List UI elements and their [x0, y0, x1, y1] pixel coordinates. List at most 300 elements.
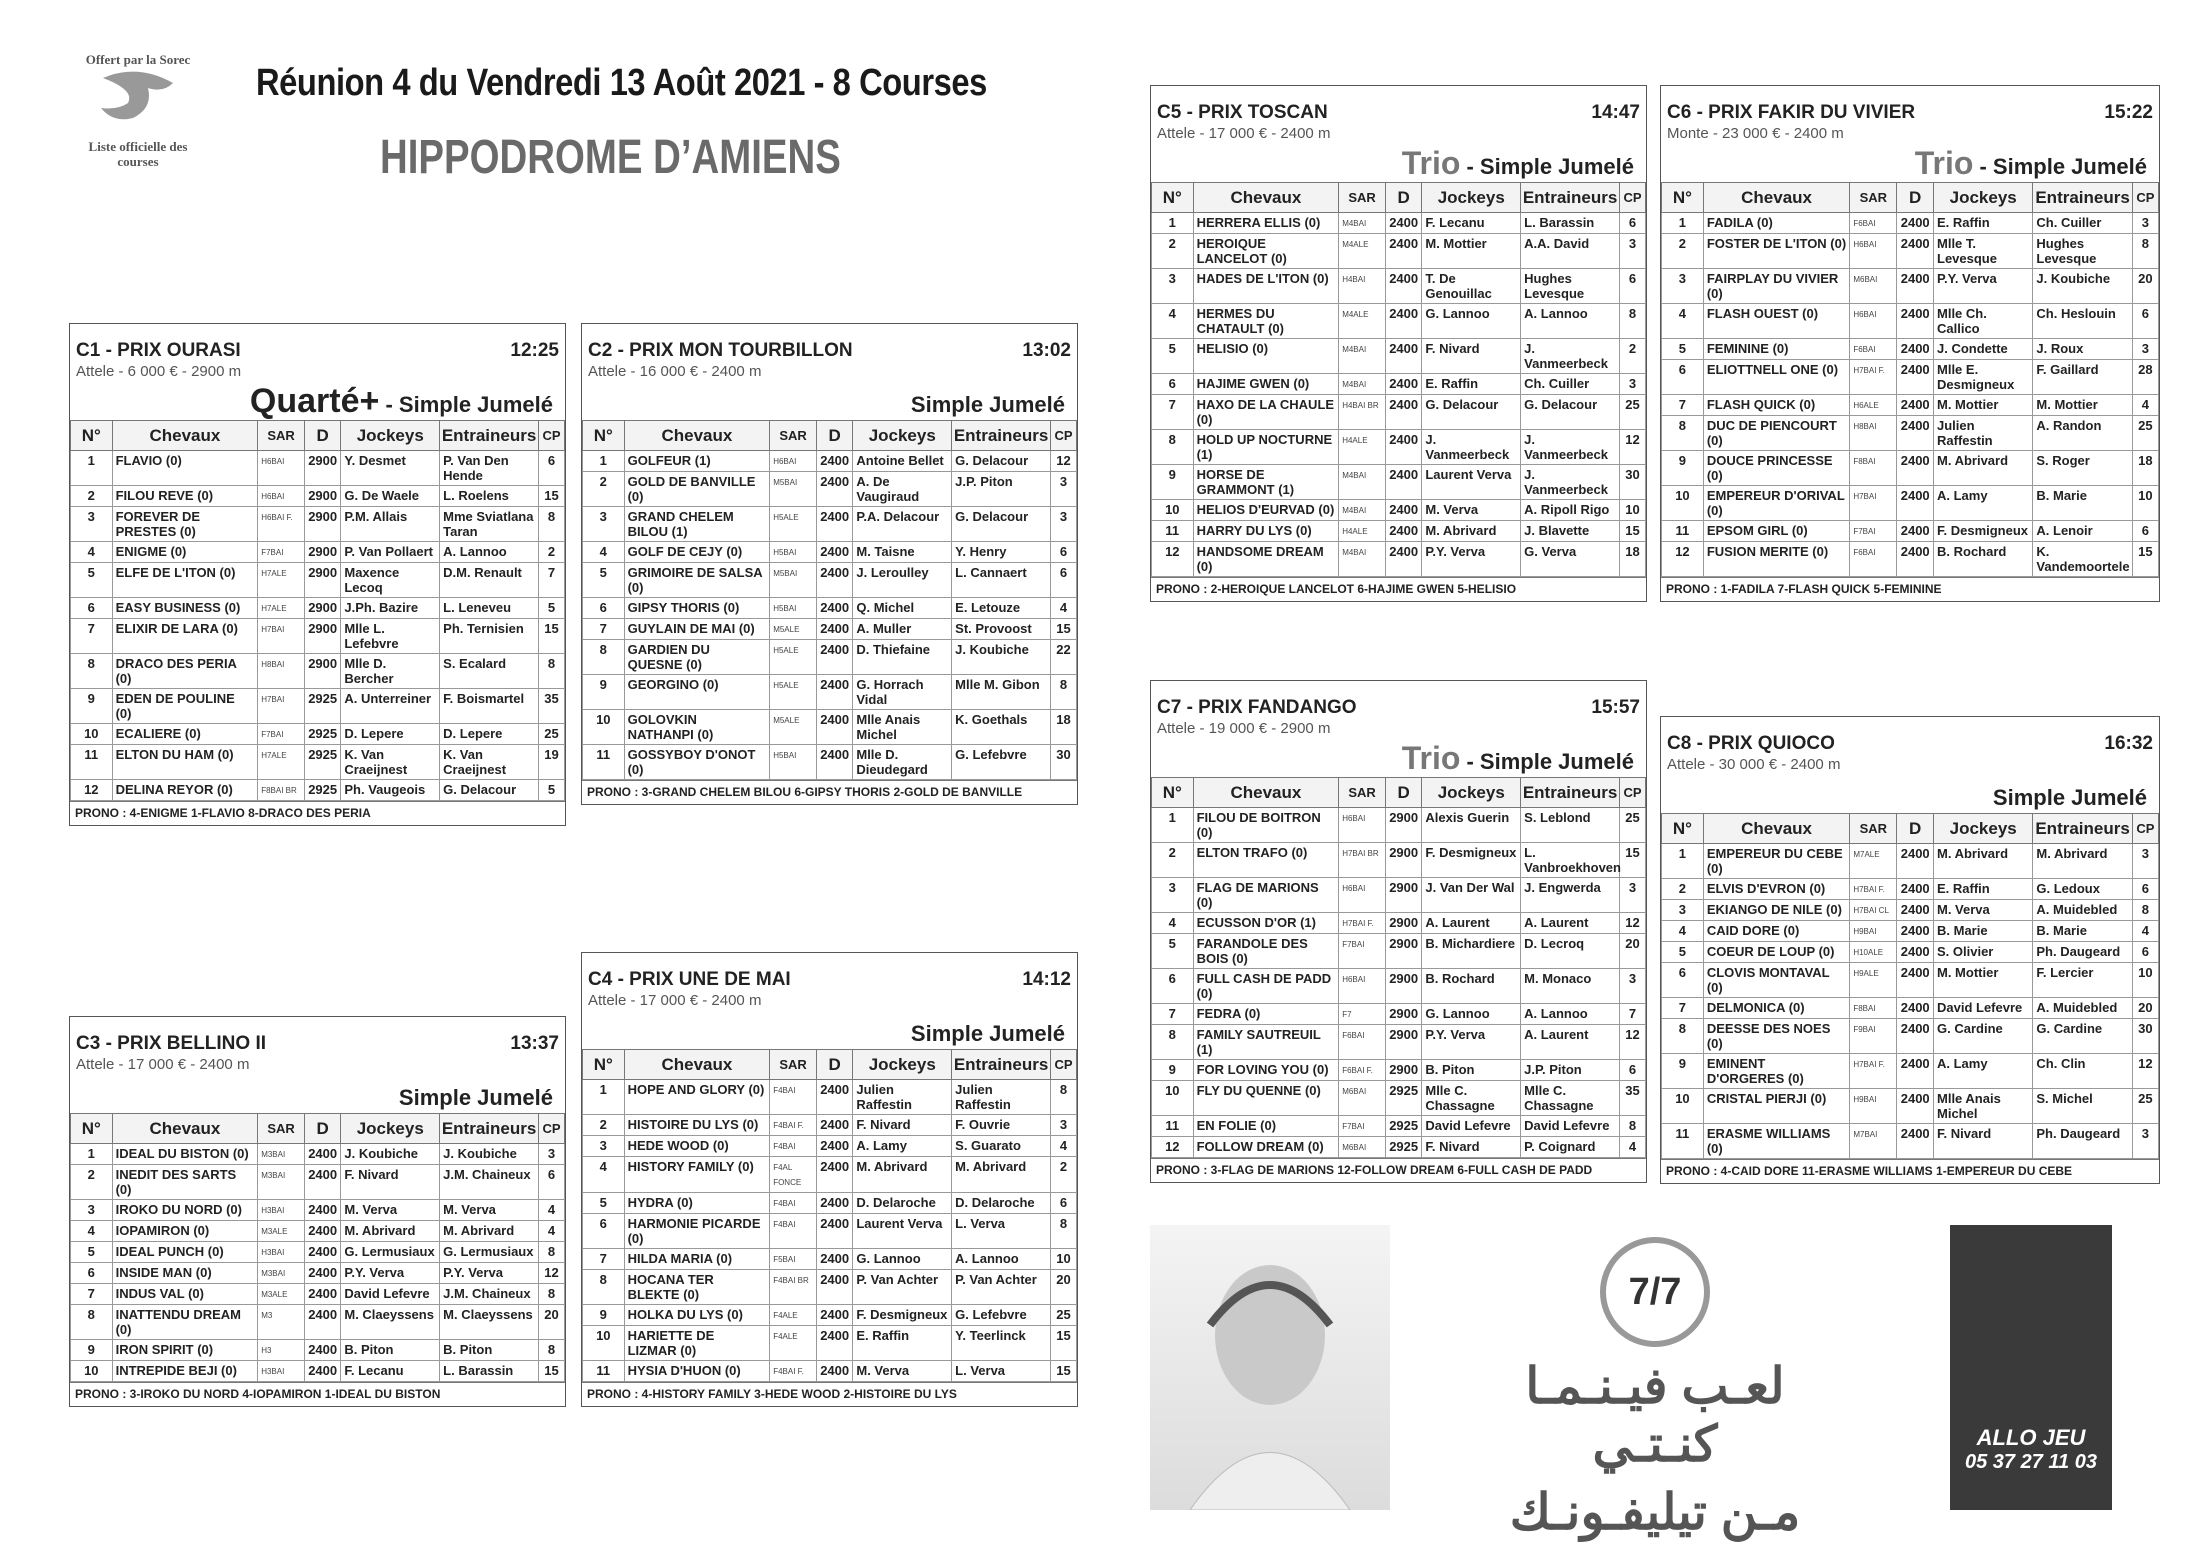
bet-rest: Simple Jumelé — [910, 392, 1065, 417]
cell-jockey: B. Marie — [1934, 921, 2033, 942]
cell-dist: 2400 — [1897, 1124, 1934, 1159]
column-header-sar: SAR — [1339, 778, 1386, 808]
cell-horse: FARANDOLE DES BOIS (0) — [1193, 934, 1339, 969]
cell-trainer: Ph. Daugeard — [2033, 1124, 2132, 1159]
cell-horse: IRON SPIRIT (0) — [112, 1340, 258, 1361]
cell-jockey: M. Verva — [853, 1361, 952, 1382]
column-header-trainer: Entraineurs — [2033, 814, 2132, 844]
cell-sar: F6BAI — [1850, 339, 1897, 360]
cell-jockey: A. De Vaugiraud — [853, 472, 952, 507]
cell-cp: 15 — [1050, 1326, 1076, 1361]
cell-horse: FADILA (0) — [1703, 213, 1849, 234]
cell-dist: 2925 — [1385, 1137, 1421, 1158]
service-badge: 7/7 — [1600, 1237, 1710, 1347]
cell-jockey: M. Taisne — [853, 542, 952, 563]
cell-num: 6 — [583, 598, 625, 619]
cell-num: 9 — [71, 1340, 113, 1361]
race-conditions: Attele - 19 000 € - 2900 m — [1157, 720, 1331, 737]
cell-sar: H7BAI — [258, 689, 305, 724]
cell-trainer: Ch. Heslouin — [2033, 304, 2132, 339]
column-header-cp: CP — [1619, 183, 1645, 213]
table-row — [583, 1136, 1077, 1157]
column-header-num: N° — [583, 1050, 625, 1080]
cell-trainer: M. Monaco — [1521, 969, 1620, 1004]
arabic-slogan-2: مـن تيليفـونـك — [1509, 1484, 1801, 1540]
cell-sar: M3BAI — [258, 1165, 305, 1200]
cell-jockey: M. Verva — [1934, 900, 2033, 921]
cell-num: 6 — [1152, 969, 1194, 1004]
cell-num: 4 — [1662, 921, 1704, 942]
cell-cp: 6 — [2132, 942, 2158, 963]
cell-sar: M3BAI — [258, 1144, 305, 1165]
cell-trainer: G. Delacour — [952, 507, 1051, 542]
cell-dist: 2400 — [1897, 1089, 1934, 1124]
table-row — [1662, 844, 2159, 879]
cell-num: 1 — [71, 451, 113, 486]
cell-dist: 2400 — [1897, 451, 1934, 486]
cell-num: 4 — [583, 542, 625, 563]
cell-trainer: J.M. Chaineux — [440, 1284, 539, 1305]
cell-trainer: D. Lepere — [440, 724, 539, 745]
cell-horse: HISTORY FAMILY (0) — [624, 1157, 770, 1193]
cell-jockey: G. Lermusiaux — [341, 1242, 440, 1263]
cell-trainer: F. Lercier — [2033, 963, 2132, 998]
race-header — [1151, 86, 1646, 124]
cell-horse: HADES DE L'ITON (0) — [1193, 269, 1339, 304]
table-row — [1662, 213, 2159, 234]
race-card-c6 — [1660, 85, 2160, 602]
cell-horse: HERMES DU CHATAULT (0) — [1193, 304, 1339, 339]
cell-jockey: Mlle L. Lefebvre — [341, 619, 440, 654]
column-header-horse: Chevaux — [112, 421, 258, 451]
cell-num: 9 — [1152, 1060, 1194, 1081]
cell-dist: 2900 — [1385, 1004, 1421, 1025]
cell-jockey: E. Raffin — [853, 1326, 952, 1361]
cell-num: 4 — [71, 542, 113, 563]
cell-num: 9 — [583, 675, 625, 710]
cell-num: 8 — [1152, 430, 1194, 465]
column-header-jockey: Jockeys — [853, 1050, 952, 1080]
cell-horse: EDEN DE POULINE (0) — [112, 689, 258, 724]
cell-trainer: A. Lannoo — [1521, 1004, 1620, 1025]
column-header-dist: D — [1897, 183, 1934, 213]
cell-horse: DEESSE DES NOES (0) — [1703, 1019, 1849, 1054]
allo-jeu-ad — [1950, 1225, 2112, 1510]
cell-trainer: M. Abrivard — [2033, 844, 2132, 879]
cell-sar: H7BAI F. — [1850, 1054, 1897, 1089]
cell-jockey: B. Rochard — [1422, 969, 1521, 1004]
column-header-horse: Chevaux — [1703, 814, 1849, 844]
cell-trainer: F. Ouvrie — [952, 1115, 1051, 1136]
race-time: 14:47 — [1591, 102, 1640, 123]
table-row — [1662, 451, 2159, 486]
cell-horse: HERRERA ELLIS (0) — [1193, 213, 1339, 234]
cell-dist: 2400 — [816, 745, 852, 780]
cell-trainer: J.P. Piton — [952, 472, 1051, 507]
cell-dist: 2400 — [816, 1136, 852, 1157]
cell-jockey: Mlle E. Desmigneux — [1934, 360, 2033, 395]
cell-num: 5 — [1152, 339, 1194, 374]
cell-num: 3 — [71, 1200, 113, 1221]
cell-jockey: M. Abrivard — [1934, 844, 2033, 879]
table-row — [1662, 486, 2159, 521]
cell-trainer: G. Delacour — [952, 451, 1051, 472]
cell-trainer: St. Provoost — [952, 619, 1051, 640]
table-row — [583, 1249, 1077, 1270]
cell-jockey: Mlle C. Chassagne — [1422, 1081, 1521, 1116]
cell-sar: H6ALE — [1850, 395, 1897, 416]
table-row — [71, 507, 565, 542]
cell-horse: FULL CASH DE PADD (0) — [1193, 969, 1339, 1004]
cell-dist: 2400 — [304, 1221, 340, 1242]
race-title: C6 - PRIX FAKIR DU VIVIER — [1667, 102, 1916, 123]
column-header-cp: CP — [1050, 421, 1076, 451]
bet-types — [70, 382, 565, 420]
allo-label: ALLO JEU — [1976, 1425, 2086, 1450]
table-header-row — [71, 1114, 565, 1144]
cell-num: 8 — [1662, 1019, 1704, 1054]
cell-dist: 2400 — [304, 1305, 340, 1340]
cell-dist: 2900 — [1385, 969, 1421, 1004]
horseshoe-logo-icon — [93, 68, 183, 128]
cell-sar: F7BAI — [1339, 934, 1386, 969]
table-row — [71, 486, 565, 507]
bet-main: Trio — [1401, 740, 1461, 776]
cell-cp: 15 — [538, 486, 564, 507]
cell-num: 9 — [1662, 1054, 1704, 1089]
cell-jockey: M. Abrivard — [1422, 521, 1521, 542]
cell-cp: 8 — [1619, 304, 1645, 339]
cell-trainer: L. Barassin — [440, 1361, 539, 1382]
cell-num: 1 — [71, 1144, 113, 1165]
cell-horse: ELTON TRAFO (0) — [1193, 843, 1339, 878]
cell-jockey: Antoine Bellet — [853, 451, 952, 472]
cell-sar: F9BAI — [1850, 1019, 1897, 1054]
cell-horse: DOUCE PRINCESSE (0) — [1703, 451, 1849, 486]
column-header-cp: CP — [1050, 1050, 1076, 1080]
race-conditions: Attele - 16 000 € - 2400 m — [588, 363, 762, 380]
cell-num: 5 — [583, 563, 625, 598]
cell-cp: 6 — [1050, 563, 1076, 598]
cell-cp: 12 — [1619, 1025, 1645, 1060]
table-row — [1662, 521, 2159, 542]
cell-jockey: G. De Waele — [341, 486, 440, 507]
cell-dist: 2900 — [304, 451, 340, 486]
column-header-num: N° — [1152, 183, 1194, 213]
cell-num: 2 — [1662, 879, 1704, 900]
cell-horse: FEDRA (0) — [1193, 1004, 1339, 1025]
cell-num: 3 — [1152, 878, 1194, 913]
cell-dist: 2400 — [1385, 339, 1421, 374]
prono-line: PRONO : 4-CAID DORE 11-ERASME WILLIAMS 1-EMPEREUR DU CEBE — [1661, 1159, 2159, 1183]
race-time: 13:37 — [510, 1033, 559, 1054]
cell-sar: H5ALE — [770, 675, 817, 710]
column-header-dist: D — [1897, 814, 1934, 844]
cell-num: 11 — [1152, 1116, 1194, 1137]
cell-trainer: Mlle C. Chassagne — [1521, 1081, 1620, 1116]
cell-jockey: F. Nivard — [341, 1165, 440, 1200]
cell-sar: M3BAI — [258, 1263, 305, 1284]
cell-dist: 2400 — [1897, 844, 1934, 879]
cell-sar: H7ALE — [258, 745, 305, 780]
cell-sar: H5BAI — [770, 745, 817, 780]
table-row — [1152, 304, 1646, 339]
cell-dist: 2400 — [1385, 213, 1421, 234]
cell-cp: 7 — [1619, 1004, 1645, 1025]
cell-num: 9 — [1152, 465, 1194, 500]
table-row — [1662, 998, 2159, 1019]
column-header-num: N° — [1662, 183, 1704, 213]
cell-jockey: F. Desmigneux — [853, 1305, 952, 1326]
cell-jockey: Y. Desmet — [341, 451, 440, 486]
cell-cp: 3 — [1619, 374, 1645, 395]
cell-cp: 6 — [1619, 213, 1645, 234]
logo-top-text: Offert par la Sorec — [85, 52, 191, 67]
cell-sar: M4BAI — [1339, 500, 1386, 521]
cell-jockey: J.Ph. Bazire — [341, 598, 440, 619]
cell-jockey: G. Lannoo — [1422, 304, 1521, 339]
cell-jockey: K. Van Craeijnest — [341, 745, 440, 780]
cell-trainer: G. Ledoux — [2033, 879, 2132, 900]
cell-cp: 4 — [538, 1221, 564, 1242]
cell-horse: GRIMOIRE DE SALSA (0) — [624, 563, 770, 598]
cell-trainer: Mme Sviatlana Taran — [440, 507, 539, 542]
cell-jockey: P. Van Achter — [853, 1270, 952, 1305]
cell-sar: F4BAI F. — [770, 1361, 817, 1382]
cell-horse: GOSSYBOY D'ONOT (0) — [624, 745, 770, 780]
runners-table — [70, 420, 565, 801]
cell-num: 10 — [1662, 486, 1704, 521]
runners-table — [582, 420, 1077, 780]
cell-sar: H4BAI BR — [1339, 395, 1386, 430]
cell-cp: 3 — [1619, 969, 1645, 1004]
column-header-cp: CP — [2132, 814, 2158, 844]
cell-jockey: E. Raffin — [1934, 879, 2033, 900]
table-row — [1662, 416, 2159, 451]
cell-cp: 8 — [1050, 675, 1076, 710]
column-header-cp: CP — [2132, 183, 2158, 213]
cell-dist: 2900 — [1385, 934, 1421, 969]
cell-sar: H7BAI F. — [1850, 879, 1897, 900]
table-row — [583, 1214, 1077, 1249]
logo-bottom-text: Liste officielle des courses — [88, 139, 188, 169]
cell-num: 5 — [1152, 934, 1194, 969]
cell-sar: H4BAI — [1339, 269, 1386, 304]
cell-jockey: Laurent Verva — [1422, 465, 1521, 500]
race-conditions: Monte - 23 000 € - 2400 m — [1667, 125, 1844, 142]
cell-jockey: B. Rochard — [1934, 542, 2033, 577]
cell-dist: 2400 — [816, 675, 852, 710]
cell-cp: 4 — [2132, 395, 2158, 416]
table-row — [583, 542, 1077, 563]
race-header — [70, 324, 565, 362]
cell-dist: 2400 — [1385, 269, 1421, 304]
cell-cp: 6 — [1050, 542, 1076, 563]
cell-trainer: J. Blavette — [1521, 521, 1620, 542]
cell-dist: 2925 — [1385, 1081, 1421, 1116]
cell-trainer: B. Marie — [2033, 921, 2132, 942]
cell-sar: M4BAI — [1339, 465, 1386, 500]
cell-sar: F7 — [1339, 1004, 1386, 1025]
table-row — [583, 1305, 1077, 1326]
column-header-jockey: Jockeys — [341, 421, 440, 451]
table-row — [1662, 900, 2159, 921]
cell-cp: 8 — [2132, 900, 2158, 921]
cell-num: 3 — [71, 507, 113, 542]
cell-sar: H6BAI — [1850, 304, 1897, 339]
table-row — [583, 1326, 1077, 1361]
cell-sar: F7BAI — [258, 542, 305, 563]
cell-num: 5 — [583, 1193, 625, 1214]
cell-cp: 6 — [538, 451, 564, 486]
cell-cp: 3 — [1619, 234, 1645, 269]
cell-horse: ECALIERE (0) — [112, 724, 258, 745]
cell-trainer: K. Vandemoortele — [2033, 542, 2132, 577]
cell-sar: H9BAI — [1850, 921, 1897, 942]
table-row — [1662, 542, 2159, 577]
table-row — [1152, 430, 1646, 465]
cell-jockey: A. Lamy — [1934, 486, 2033, 521]
cell-num: 2 — [71, 486, 113, 507]
table-row — [1152, 213, 1646, 234]
column-header-dist: D — [304, 421, 340, 451]
cell-jockey: J. Leroulley — [853, 563, 952, 598]
cell-cp: 3 — [1050, 507, 1076, 542]
cell-horse: HEDE WOOD (0) — [624, 1136, 770, 1157]
cell-horse: EMPEREUR DU CEBE (0) — [1703, 844, 1849, 879]
cell-trainer: P. Coignard — [1521, 1137, 1620, 1158]
cell-horse: INTREPIDE BEJI (0) — [112, 1361, 258, 1382]
cell-horse: GEORGINO (0) — [624, 675, 770, 710]
cell-dist: 2400 — [1897, 942, 1934, 963]
table-row — [1662, 1054, 2159, 1089]
cell-sar: F4BAI — [770, 1214, 817, 1249]
cell-cp: 3 — [1050, 1115, 1076, 1136]
cell-dist: 2400 — [1897, 486, 1934, 521]
cell-cp: 15 — [1619, 843, 1645, 878]
cell-sar: H5ALE — [770, 640, 817, 675]
cell-trainer: A. Laurent — [1521, 913, 1620, 934]
cell-jockey: M. Abrivard — [853, 1157, 952, 1193]
cell-cp: 22 — [1050, 640, 1076, 675]
cell-cp: 20 — [1050, 1270, 1076, 1305]
table-row — [1662, 879, 2159, 900]
cell-cp: 10 — [2132, 963, 2158, 998]
bet-rest: Simple Jumelé — [398, 1085, 553, 1110]
cell-trainer: J. Vanmeerbeck — [1521, 339, 1620, 374]
cell-trainer: Ph. Daugeard — [2033, 942, 2132, 963]
cell-jockey: Mlle Ch. Callico — [1934, 304, 2033, 339]
cell-num: 8 — [71, 654, 113, 689]
race-card-c2 — [581, 323, 1078, 805]
cell-dist: 2400 — [816, 1115, 852, 1136]
cell-dist: 2925 — [304, 745, 340, 780]
cell-num: 9 — [1662, 451, 1704, 486]
cell-num: 1 — [1152, 213, 1194, 234]
table-row — [1152, 500, 1646, 521]
cell-jockey: Q. Michel — [853, 598, 952, 619]
cell-num: 12 — [1152, 542, 1194, 577]
race-card-c3 — [69, 1016, 566, 1407]
cell-dist: 2400 — [816, 451, 852, 472]
cell-dist: 2400 — [1897, 1019, 1934, 1054]
cell-cp: 8 — [538, 654, 564, 689]
cell-trainer: M. Claeyssens — [440, 1305, 539, 1340]
cell-num: 2 — [1152, 234, 1194, 269]
cell-dist: 2400 — [1385, 395, 1421, 430]
bet-types — [1661, 144, 2159, 182]
cell-dist: 2400 — [1385, 542, 1421, 577]
cell-cp: 35 — [1619, 1081, 1645, 1116]
cell-horse: ERASME WILLIAMS (0) — [1703, 1124, 1849, 1159]
cell-horse: INEDIT DES SARTS (0) — [112, 1165, 258, 1200]
cell-num: 2 — [1662, 234, 1704, 269]
cell-sar: M6BAI — [1339, 1081, 1386, 1116]
cell-num: 3 — [583, 507, 625, 542]
bet-types — [582, 382, 1077, 420]
cell-horse: EMINENT D'ORGERES (0) — [1703, 1054, 1849, 1089]
cell-jockey: G. Cardine — [1934, 1019, 2033, 1054]
cell-sar: H4ALE — [1339, 430, 1386, 465]
cell-sar: F4BAI — [770, 1193, 817, 1214]
bet-rest: - Simple Jumelé — [379, 392, 553, 417]
table-row — [1152, 465, 1646, 500]
cell-dist: 2900 — [1385, 1025, 1421, 1060]
cell-horse: FOLLOW DREAM (0) — [1193, 1137, 1339, 1158]
column-header-trainer: Entraineurs — [952, 421, 1051, 451]
cell-horse: FILOU DE BOITRON (0) — [1193, 808, 1339, 843]
cell-horse: ELIOTTNELL ONE (0) — [1703, 360, 1849, 395]
cell-dist: 2400 — [816, 1270, 852, 1305]
prono-line: PRONO : 4-ENIGME 1-FLAVIO 8-DRACO DES PERIA — [70, 801, 565, 825]
cell-trainer: S. Roger — [2033, 451, 2132, 486]
cell-dist: 2400 — [1385, 304, 1421, 339]
cell-cp: 20 — [2132, 269, 2158, 304]
cell-num: 7 — [583, 1249, 625, 1270]
cell-horse: ENIGME (0) — [112, 542, 258, 563]
cell-sar: F8BAI BR — [258, 780, 305, 801]
cell-jockey: Julien Raffestin — [1934, 416, 2033, 451]
column-header-horse: Chevaux — [1703, 183, 1849, 213]
cell-trainer: J. Roux — [2033, 339, 2132, 360]
table-row — [583, 1157, 1077, 1193]
cell-horse: EPSOM GIRL (0) — [1703, 521, 1849, 542]
cell-cp: 15 — [538, 1361, 564, 1382]
cell-horse: DUC DE PIENCOURT (0) — [1703, 416, 1849, 451]
cell-trainer: J. Vanmeerbeck — [1521, 430, 1620, 465]
cell-horse: HOLD UP NOCTURNE (1) — [1193, 430, 1339, 465]
cell-sar: M6BAI — [1850, 269, 1897, 304]
sorec-logo — [68, 52, 208, 192]
table-row — [583, 507, 1077, 542]
cell-trainer: M. Verva — [440, 1200, 539, 1221]
column-header-sar: SAR — [1339, 183, 1386, 213]
cell-num: 11 — [71, 745, 113, 780]
cell-trainer: K. Van Craeijnest — [440, 745, 539, 780]
cell-dist: 2400 — [1385, 430, 1421, 465]
cell-cp: 18 — [2132, 451, 2158, 486]
bet-rest: Simple Jumelé — [910, 1021, 1065, 1046]
race-header — [70, 1017, 565, 1055]
cell-jockey: E. Raffin — [1934, 213, 2033, 234]
cell-horse: HOCANA TER BLEKTE (0) — [624, 1270, 770, 1305]
prono-line: PRONO : 3-IROKO DU NORD 4-IOPAMIRON 1-IDEAL DU BISTON — [70, 1382, 565, 1406]
cell-cp: 8 — [538, 1242, 564, 1263]
cell-cp: 3 — [2132, 1124, 2158, 1159]
cell-sar: H10ALE — [1850, 942, 1897, 963]
table-row — [71, 1340, 565, 1361]
cell-sar: M4BAI — [1339, 213, 1386, 234]
